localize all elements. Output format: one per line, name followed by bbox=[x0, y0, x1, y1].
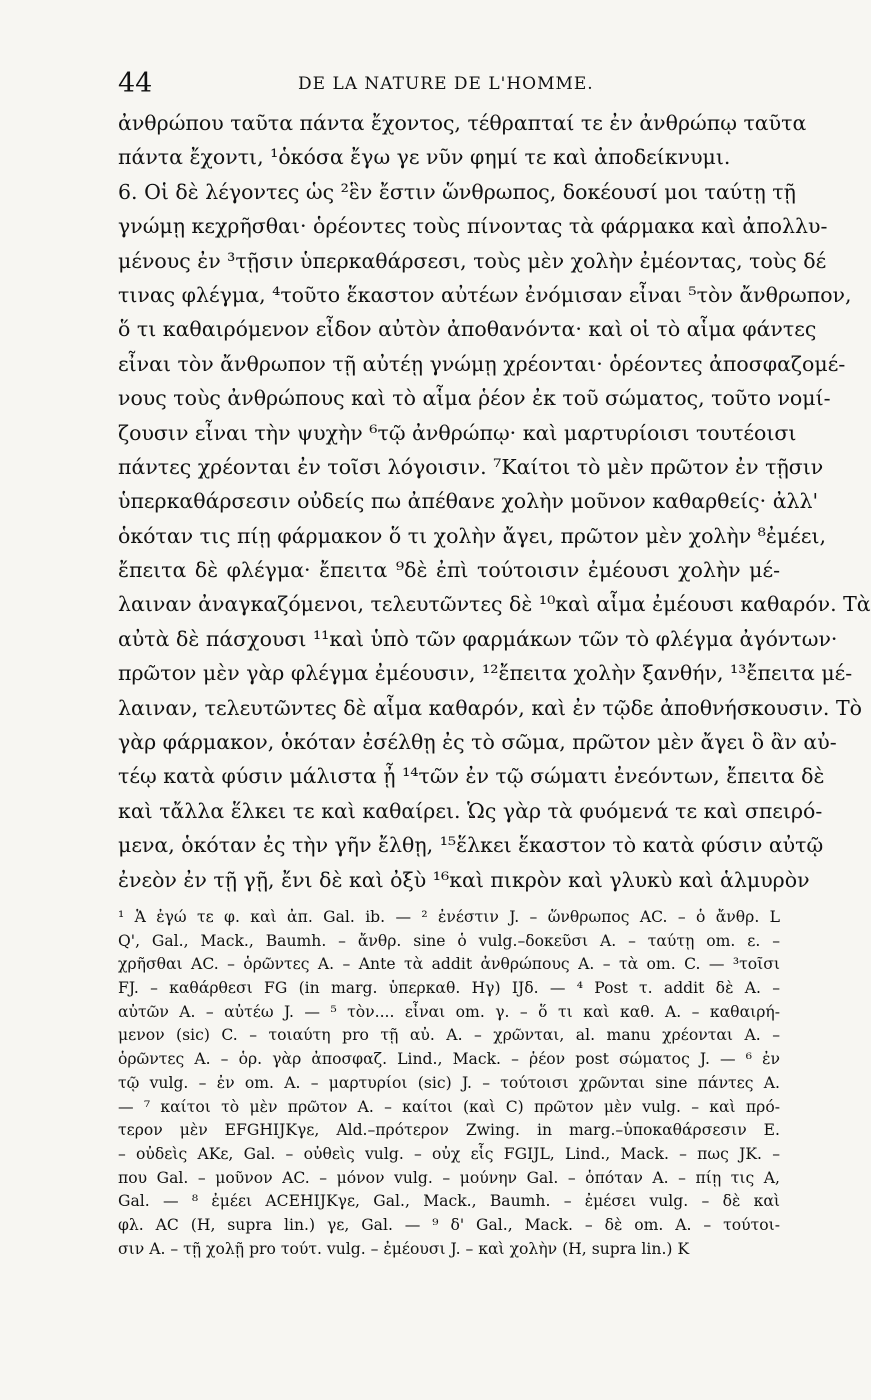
footnote-line: ¹ Ἁ ἐγώ τε φ. καὶ ἀπ. Gal. ib. — ² ἐνέστιν J. – ὥνθρωπος AC. – ὁ ἄνθρ. L bbox=[118, 908, 780, 926]
footnote-line: τερον μὲν EFGHIJKγε, Ald.–πρότερον Zwing. in marg.–ὑποκαθάρσεσιν E. bbox=[118, 1121, 780, 1140]
text-line: μενα, ὁκόταν ἐς τὴν γῆν ἔλθῃ, ¹⁵ἕλκει ἕκαστον τὸ κατὰ φύσιν αὐτῷ bbox=[118, 833, 824, 858]
text-line: μένους ἐν ³τῇσιν ὑπερκαθάρσεσι, τοὺς μὲν χολὴν ἐμέοντας, τοὺς δέ bbox=[118, 248, 827, 273]
text-line: ἔπειτα δὲ φλέγμα· ἔπειτα ⁹δὲ ἐπὶ τούτοισιν ἐμέουσι χολὴν μέ- bbox=[118, 558, 780, 583]
page-header bbox=[118, 66, 780, 102]
text-line: πάντες χρέονται ἐν τοῖσι λόγοισιν. ⁷Καίτοι τὸ μὲν πρῶτον ἐν τῇσιν bbox=[118, 454, 824, 479]
text-line: ὑπερκαθάρσεσιν οὐδείς πω ἀπέθανε χολὴν μοῦνον καθαρθείς· ἀλλ' bbox=[118, 489, 819, 514]
text-line: καὶ τἄλλα ἕλκει τε καὶ καθαίρει. Ὡς γὰρ τὰ φυόμενά τε καὶ σπειρό- bbox=[118, 798, 823, 823]
footnote-line: Gal. — ⁸ ἐμέει ACEHIJKγε, Gal., Mack., Baumh. – ἐμέσει vulg. – δὲ καὶ bbox=[118, 1192, 780, 1211]
footnote-line: Q', Gal., Mack., Baumh. – ἄνθρ. sine ὁ vulg.–δοκεῦσι A. – ταύτῃ om. ε. – bbox=[118, 931, 780, 950]
footnote-line: – οὐδεὶς AKε, Gal. – οὐθεὶς vulg. – οὐχ εἷς FGIJL, Lind., Mack. – πως JK. – bbox=[118, 1144, 780, 1163]
text-line: τινας φλέγμα, ⁴τοῦτο ἕκαστον αὐτέων ἐνόμισαν εἶναι ⁵τὸν ἄνθρωπον, bbox=[118, 282, 852, 307]
page-number: 44 bbox=[118, 68, 153, 99]
footnote-line: ὁρῶντες A. – ὁρ. γὰρ ἀποσφαζ. Lind., Mack. – ῥέον post σώματος J. — ⁶ ἐν bbox=[118, 1050, 780, 1069]
footnote-line: μενον (sic) C. – τοιαύτη pro τῇ αὐ. A. – χρῶνται, al. manu χρέονται A. – bbox=[118, 1026, 780, 1045]
footnote-line: σιν A. – τῇ χολῇ pro τούτ. vulg. – ἐμέουσι J. – καὶ χολὴν (H, supra lin.) K bbox=[118, 1239, 690, 1258]
text-line: εἶναι τὸν ἄνθρωπον τῇ αὐτέῃ γνώμῃ χρέονται· ὁρέοντες ἀποσφαζομέ- bbox=[118, 351, 846, 376]
text-line: πάντα ἔχοντι, ¹ὁκόσα ἔγω γε νῦν φημί τε καὶ ἀποδείκνυμι. bbox=[118, 145, 731, 170]
footnote-line: FJ. – καθάρθεσι FG (in marg. ὑπερκαθ. Hγ) IJδ. — ⁴ Post τ. addit δὲ A. – bbox=[118, 979, 780, 998]
footnote-line: — ⁷ καίτοι τὸ μὲν πρῶτον A. – καίτοι (καὶ C) πρῶτον μὲν vulg. – καὶ πρό- bbox=[118, 1097, 780, 1116]
text-line: γὰρ φάρμακον, ὁκόταν ἐσέλθῃ ἐς τὸ σῶμα, πρῶτον μὲν ἄγει ὃ ἂν αὐ- bbox=[118, 730, 837, 755]
text-line: αὐτὰ δὲ πάσχουσι ¹¹καὶ ὑπὸ τῶν φαρμάκων τῶν τὸ φλέγμα ἀγόντων· bbox=[118, 626, 838, 651]
footnote-line: που Gal. – μοῦνον AC. – μόνον vulg. – μούνην Gal. – ὁπόταν A. – πίῃ τις A, bbox=[118, 1168, 780, 1187]
footnote-line: αὐτῶν A. – αὐτέω J. — ⁵ τὸν.... εἶναι om. γ. – ὅ τι καὶ καθ. A. – καθαιρή- bbox=[118, 1002, 780, 1021]
footnotes bbox=[118, 906, 780, 1261]
text-line: λαιναν ἀναγκαζόμενοι, τελευτῶντες δὲ ¹⁰καὶ αἷμα ἐμέουσι καθαρόν. Τὰ bbox=[118, 592, 871, 617]
text-line: ζουσιν εἶναι τὴν ψυχὴν ⁶τῷ ἀνθρώπῳ· καὶ μαρτυρίοισι τουτέοισι bbox=[118, 420, 797, 445]
footnote-line: χρῆσθαι AC. – ὁρῶντες A. – Ante τὰ addit ἀνθρώπους A. – τὰ om. C. — ³τοῖσι bbox=[118, 955, 780, 974]
main-text bbox=[118, 106, 871, 897]
footnote-line: φλ. AC (H, supra lin.) γε, Gal. — ⁹ δ' Gal., Mack. – δὲ om. A. – τούτοι- bbox=[118, 1215, 780, 1234]
text-line: ἀνθρώπου ταῦτα πάντα ἔχοντος, τέθραπταί τε ἐν ἀνθρώπῳ ταῦτα bbox=[118, 111, 807, 135]
running-head: DE LA NATURE DE L'HOMME. bbox=[298, 74, 594, 94]
text-line: γνώμῃ κεχρῆσθαι· ὁρέοντες τοὺς πίνοντας τὰ φάρμακα καὶ ἀπολλυ- bbox=[118, 214, 828, 239]
text-line: ὁκόταν τις πίῃ φάρμακον ὅ τι χολὴν ἄγει, πρῶτον μὲν χολὴν ⁸ἐμέει, bbox=[118, 523, 827, 548]
text-line: ὅ τι καθαιρόμενον εἶδον αὐτὸν ἀποθανόντα· καὶ οἱ τὸ αἷμα φάντες bbox=[118, 317, 817, 342]
text-line: 6. Οἱ δὲ λέγοντες ὡς ²ἓν ἔστιν ὥνθρωπος, δοκέουσί μοι ταύτῃ τῇ bbox=[118, 179, 796, 204]
text-line: ἐνεὸν ἐν τῇ γῇ, ἔνι δὲ καὶ ὀξὺ ¹⁶καὶ πικρὸν καὶ γλυκὺ καὶ ἁλμυρὸν bbox=[118, 867, 810, 892]
text-line: τέῳ κατὰ φύσιν μάλιστα ᾖ ¹⁴τῶν ἐν τῷ σώματι ἐνεόντων, ἔπειτα δὲ bbox=[118, 764, 825, 789]
text-line: πρῶτον μὲν γὰρ φλέγμα ἐμέουσιν, ¹²ἔπειτα χολὴν ξανθήν, ¹³ἔπειτα μέ- bbox=[118, 661, 853, 686]
text-line: λαιναν, τελευτῶντες δὲ αἷμα καθαρόν, καὶ ἐν τῷδε ἀποθνήσκουσιν. Τὸ bbox=[118, 695, 862, 720]
text-line: νους τοὺς ἀνθρώπους καὶ τὸ αἷμα ῥέον ἐκ τοῦ σώματος, τοῦτο νομί- bbox=[118, 386, 831, 411]
footnote-line: τῷ vulg. – ἐν om. A. – μαρτυρίοι (sic) J. – τούτοισι χρῶνται sine πάντες A. bbox=[118, 1073, 780, 1092]
